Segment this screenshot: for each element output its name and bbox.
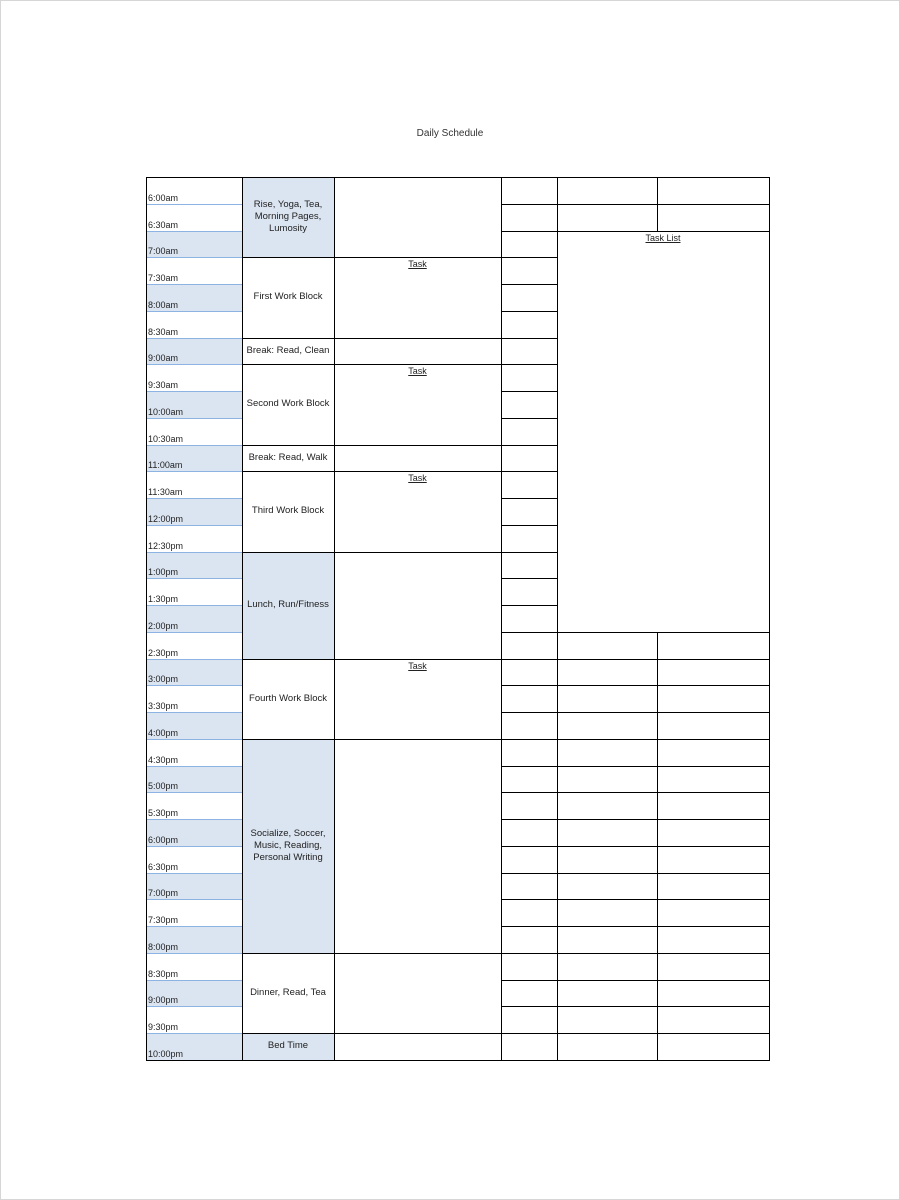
narrow-col-left <box>501 177 502 1060</box>
activity-border <box>242 552 335 660</box>
task-block <box>334 364 502 445</box>
time-slot: 8:30am <box>148 326 179 337</box>
time-divider <box>146 231 242 232</box>
narrow-col-divider <box>501 231 557 232</box>
task-label: Task <box>408 366 427 377</box>
time-divider <box>146 578 242 579</box>
time-slot: 5:00pm <box>146 766 242 793</box>
right-row-divider <box>557 792 769 793</box>
time-divider <box>146 739 242 740</box>
narrow-col-divider <box>501 873 557 874</box>
narrow-col-divider <box>501 685 557 686</box>
narrow-col-divider <box>501 552 557 553</box>
narrow-col-divider <box>501 712 557 713</box>
time-slot: 6:00pm <box>146 819 242 846</box>
narrow-col-divider <box>501 364 557 365</box>
right-row-divider <box>557 685 769 686</box>
narrow-col-divider <box>501 418 557 419</box>
narrow-col-divider <box>501 632 557 633</box>
narrow-col-divider <box>501 980 557 981</box>
time-slot: 1:30pm <box>148 594 179 604</box>
time-divider <box>146 257 242 258</box>
right-row-divider <box>557 1033 769 1034</box>
narrow-col-right <box>557 177 558 1060</box>
narrow-col-divider <box>501 257 557 258</box>
time-divider <box>146 284 242 285</box>
narrow-col-divider <box>501 391 557 392</box>
time-divider <box>146 1006 242 1007</box>
time-divider <box>146 712 242 713</box>
task-block <box>334 953 502 1034</box>
narrow-col-divider <box>501 525 557 526</box>
time-divider <box>146 766 242 767</box>
narrow-col-divider <box>501 605 557 606</box>
narrow-col-divider <box>501 338 557 339</box>
time-divider <box>146 552 242 553</box>
narrow-col-divider <box>501 1033 557 1034</box>
time-divider <box>146 659 242 660</box>
time-slot: 4:00pm <box>146 712 242 739</box>
time-slot: 1:00pm <box>146 552 242 579</box>
time-divider <box>146 498 242 499</box>
time-divider <box>146 525 242 526</box>
narrow-col-divider <box>501 284 557 285</box>
narrow-col-divider <box>501 926 557 927</box>
right-row-divider <box>557 766 769 767</box>
right-row1 <box>557 204 769 205</box>
time-divider <box>146 471 242 472</box>
time-divider <box>146 418 242 419</box>
narrow-col-divider <box>501 899 557 900</box>
right-split-bottom <box>657 632 658 1060</box>
right-row-divider <box>557 926 769 927</box>
time-divider <box>146 1033 242 1034</box>
activity-border <box>242 953 335 1034</box>
time-slot: 10:00pm <box>146 1033 242 1060</box>
task-block <box>334 471 502 552</box>
right-row-divider <box>557 980 769 981</box>
time-slot: 9:30am <box>148 380 179 390</box>
time-divider <box>146 926 242 927</box>
activity-block: Break: Read, Walk <box>248 451 328 463</box>
right-row2 <box>557 231 769 232</box>
task-block <box>334 177 502 258</box>
activity-block: Dinner, Read, Tea <box>250 986 326 998</box>
time-slot: 7:00pm <box>146 873 242 900</box>
time-divider <box>146 846 242 847</box>
time-slot: 6:00am <box>148 192 179 203</box>
narrow-col-divider <box>501 578 557 579</box>
time-divider <box>146 364 242 365</box>
right-row-divider <box>557 712 769 713</box>
task-block <box>334 1033 502 1061</box>
right-split-top <box>657 177 658 231</box>
activity-block: Break: Read, Clean <box>246 344 330 356</box>
right-row-divider <box>557 846 769 847</box>
narrow-col-divider <box>501 766 557 767</box>
time-slot: 9:00pm <box>146 980 242 1007</box>
time-slot: 12:30pm <box>148 540 184 551</box>
narrow-col-divider <box>501 846 557 847</box>
time-slot: 8:00am <box>146 284 242 311</box>
time-divider <box>146 632 242 633</box>
time-divider <box>146 204 242 205</box>
narrow-col-divider <box>501 953 557 954</box>
time-divider <box>146 685 242 686</box>
narrow-col-divider <box>501 471 557 472</box>
time-divider <box>146 899 242 900</box>
table-left <box>146 177 147 1060</box>
activity-block: Second Work Block <box>246 398 330 410</box>
activity-border <box>242 1033 335 1061</box>
narrow-col-divider <box>501 311 557 312</box>
narrow-col-divider <box>501 445 557 446</box>
narrow-col-divider <box>501 498 557 499</box>
time-slot: 10:00am <box>146 391 242 418</box>
right-row-divider <box>557 1006 769 1007</box>
time-slot: 12:00pm <box>146 498 242 525</box>
time-divider <box>146 819 242 820</box>
task-label: Task <box>408 259 427 270</box>
activity-block: Socialize, Soccer, Music, Reading, Personal Writing <box>242 739 334 953</box>
task-block <box>334 739 502 954</box>
activity-border <box>242 471 335 552</box>
time-slot: 2:00pm <box>146 605 242 632</box>
time-slot: 11:00am <box>146 445 242 472</box>
narrow-col-divider <box>501 1006 557 1007</box>
activity-block: Bed Time <box>242 1033 334 1060</box>
task-block <box>334 338 502 366</box>
time-slot: 11:30am <box>148 487 183 497</box>
activity-block: Fourth Work Block <box>249 692 327 704</box>
narrow-col-divider <box>501 204 557 205</box>
right-row-divider <box>557 953 769 954</box>
activity-border <box>242 364 335 445</box>
table-bottom <box>146 1060 770 1061</box>
task-label: Task <box>408 660 427 671</box>
time-slot: 8:30pm <box>148 968 179 979</box>
right-row-divider <box>557 819 769 820</box>
document-title: Daily Schedule <box>416 128 484 139</box>
narrow-col-divider <box>501 819 557 820</box>
narrow-col-divider <box>501 792 557 793</box>
activity-block: Rise, Yoga, Tea, Morning Pages, Lumosity <box>242 177 334 257</box>
time-slot: 6:30am <box>148 219 179 230</box>
time-slot: 3:00pm <box>146 659 242 686</box>
task-block <box>334 552 502 660</box>
time-slot: 9:30pm <box>148 1022 179 1032</box>
activity-border <box>242 338 335 366</box>
task-list-label: Task List <box>645 232 681 243</box>
activity-border <box>242 257 335 338</box>
time-slot: 7:30pm <box>148 915 179 925</box>
time-slot: 10:30am <box>148 433 184 444</box>
right-border <box>769 177 770 1061</box>
activity-block: Lunch, Run/Fitness <box>242 552 334 659</box>
table-top <box>146 177 769 178</box>
task-block <box>334 659 502 740</box>
time-slot: 7:00am <box>146 231 242 258</box>
time-divider <box>146 311 242 312</box>
time-slot: 6:30pm <box>148 861 179 872</box>
time-slot: 2:30pm <box>148 647 179 658</box>
narrow-col-divider <box>501 739 557 740</box>
time-slot: 3:30pm <box>148 701 179 711</box>
time-divider <box>146 792 242 793</box>
time-divider <box>146 953 242 954</box>
time-divider <box>146 980 242 981</box>
task-block <box>334 257 502 338</box>
activity-border <box>242 445 335 473</box>
task-list-bottom <box>557 632 769 633</box>
time-divider <box>146 873 242 874</box>
time-slot: 4:30pm <box>148 754 179 765</box>
time-divider <box>146 391 242 392</box>
time-slot: 5:30pm <box>148 808 179 818</box>
task-label: Task <box>408 473 427 484</box>
activity-block: First Work Block <box>253 291 323 303</box>
task-block <box>334 445 502 473</box>
right-row-divider <box>557 899 769 900</box>
activity-border <box>242 177 335 258</box>
narrow-col-divider <box>501 659 557 660</box>
activity-block: Third Work Block <box>251 505 325 517</box>
right-row-divider <box>557 739 769 740</box>
time-divider <box>146 445 242 446</box>
time-divider <box>146 338 242 339</box>
time-slot: 7:30am <box>148 273 179 283</box>
right-row-divider <box>557 873 769 874</box>
right-row-divider <box>557 659 769 660</box>
activity-border <box>242 739 335 954</box>
time-slot: 9:00am <box>146 338 242 365</box>
time-slot: 8:00pm <box>146 926 242 953</box>
activity-border <box>242 659 335 740</box>
time-divider <box>146 605 242 606</box>
